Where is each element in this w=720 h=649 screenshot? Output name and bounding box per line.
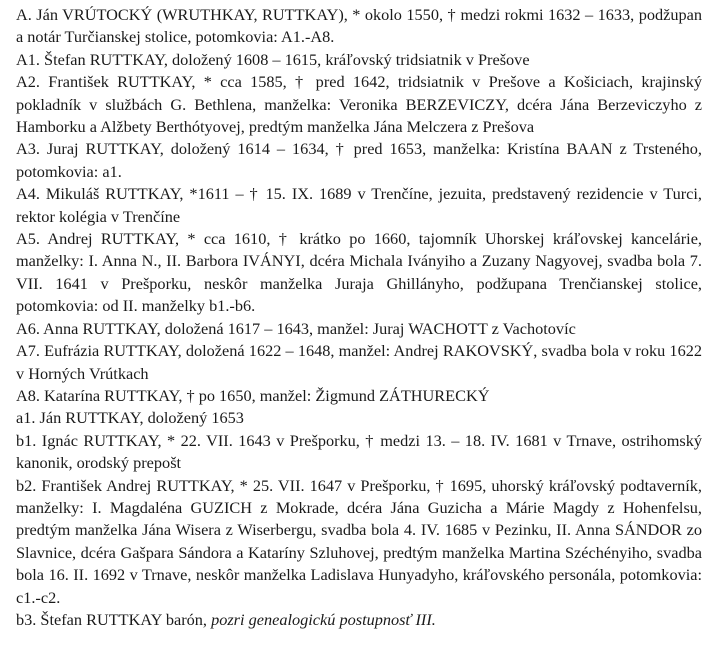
entry-text: A5. Andrej RUTTKAY, * cca 1610, † krátko po 1660, tajomník Uhorskej kráľovskej kancelárie, manželky: I. Anna N., II. Barbora IVÁNYI, dcéra Michala Iványiho a Zuzany Nagyovej, svadba bola 7. VII. 1641 v Prešporku, neskôr manželka Juraja Ghillányho, podžupana Trenčianskej stolice, potomkovia: od II. manželky b1.-b6.: [16, 229, 702, 316]
entry-text: A. Ján VRÚTOCKÝ (WRUTHKAY, RUTTKAY), * okolo 1550, † medzi rokmi 1632 – 1633, podžupan a notár Turčianskej stolice, potomkovia: A1.-A8.: [16, 5, 702, 47]
entry-b1: [16, 430, 702, 475]
entry-text: A8. Katarína RUTTKAY, † po 1650, manžel: Žigmund ZÁTHURECKÝ: [16, 385, 490, 405]
entry-A3: [16, 138, 702, 183]
entry-text: b3. Štefan RUTTKAY barón,: [16, 609, 212, 629]
entry-text: b1. Ignác RUTTKAY, * 22. VII. 1643 v Prešporku, † medzi 13. – 18. IV. 1681 v Trnave, ostrihomský kanonik, orodský prepošt: [16, 430, 702, 473]
entry-text: A2. František RUTTKAY, * cca 1585, † pred 1642, tridsiatnik v Prešove a Košiciach, krajinský pokladník v službách G. Bethlena, manželka: Veronika BERZEVICZY, dcéra Jána Berzeviczyho z Hamborku a Alžbety Berthótyovej, predtým manželka Jána Melczera z Prešova: [16, 72, 702, 137]
entry-A: [16, 4, 702, 49]
entry-text: A3. Juraj RUTTKAY, doložený 1614 – 1634, † pred 1653, manželka: Kristína BAAN z Trsteného, potomkovia: a1.: [16, 139, 702, 181]
entry-text: a1. Ján RUTTKAY, doložený 1653: [16, 408, 244, 428]
entry-a1: [16, 407, 702, 429]
entry-A4: [16, 183, 702, 228]
entry-b3: [16, 609, 702, 631]
entry-A7: [16, 340, 702, 385]
entry-b2: [16, 475, 702, 609]
entry-text: A4. Mikuláš RUTTKAY, *1611 – † 15. IX. 1689 v Trenčíne, jezuita, predstavený rezidencie v Turci, rektor kolégia v Trenčíne: [16, 184, 702, 226]
entry-A8: [16, 385, 702, 407]
entry-A5: [16, 228, 702, 318]
entry-text: A7. Eufrázia RUTTKAY, doložená 1622 – 1648, manžel: Andrej RAKOVSKÝ, svadba bola v roku 1622 v Horných Vrútkach: [16, 341, 702, 383]
entry-text: b2. František Andrej RUTTKAY, * 25. VII. 1647 v Prešporku, † 1695, uhorský kráľovský podtaverník, manželky: I. Magdaléna GUZICH z Mokrade, dcéra Jána Guzicha a Márie Magdy z Hohenfelsu, predtým manželka Jána Wisera z Wiserbergu, svadba bola 4. IV. 1685 v Pezinku, II. Anna SÁNDOR zo Slavnice, dcéra Gašpara Sándora a Kataríny Szluhovej, predtým manželka Martina Széchényiho, svadba bola 16. II. 1692 v Trnave, neskôr manželka Ladislava Hunyadyho, kráľovského personála, potomkovia: c1.-c2.: [16, 475, 702, 607]
entry-text: A6. Anna RUTTKAY, doložená 1617 – 1643, manžel: Juraj WACHOTT z Vachotovíc: [16, 318, 576, 338]
entry-text: A1. Štefan RUTTKAY, doložený 1608 – 1615, kráľovský tridsiatnik v Prešove: [16, 49, 530, 69]
entry-A1: [16, 49, 702, 71]
entry-A2: [16, 71, 702, 138]
cross-reference: pozri genealogickú postupnosť III.: [211, 609, 436, 629]
entry-A6: [16, 318, 702, 340]
